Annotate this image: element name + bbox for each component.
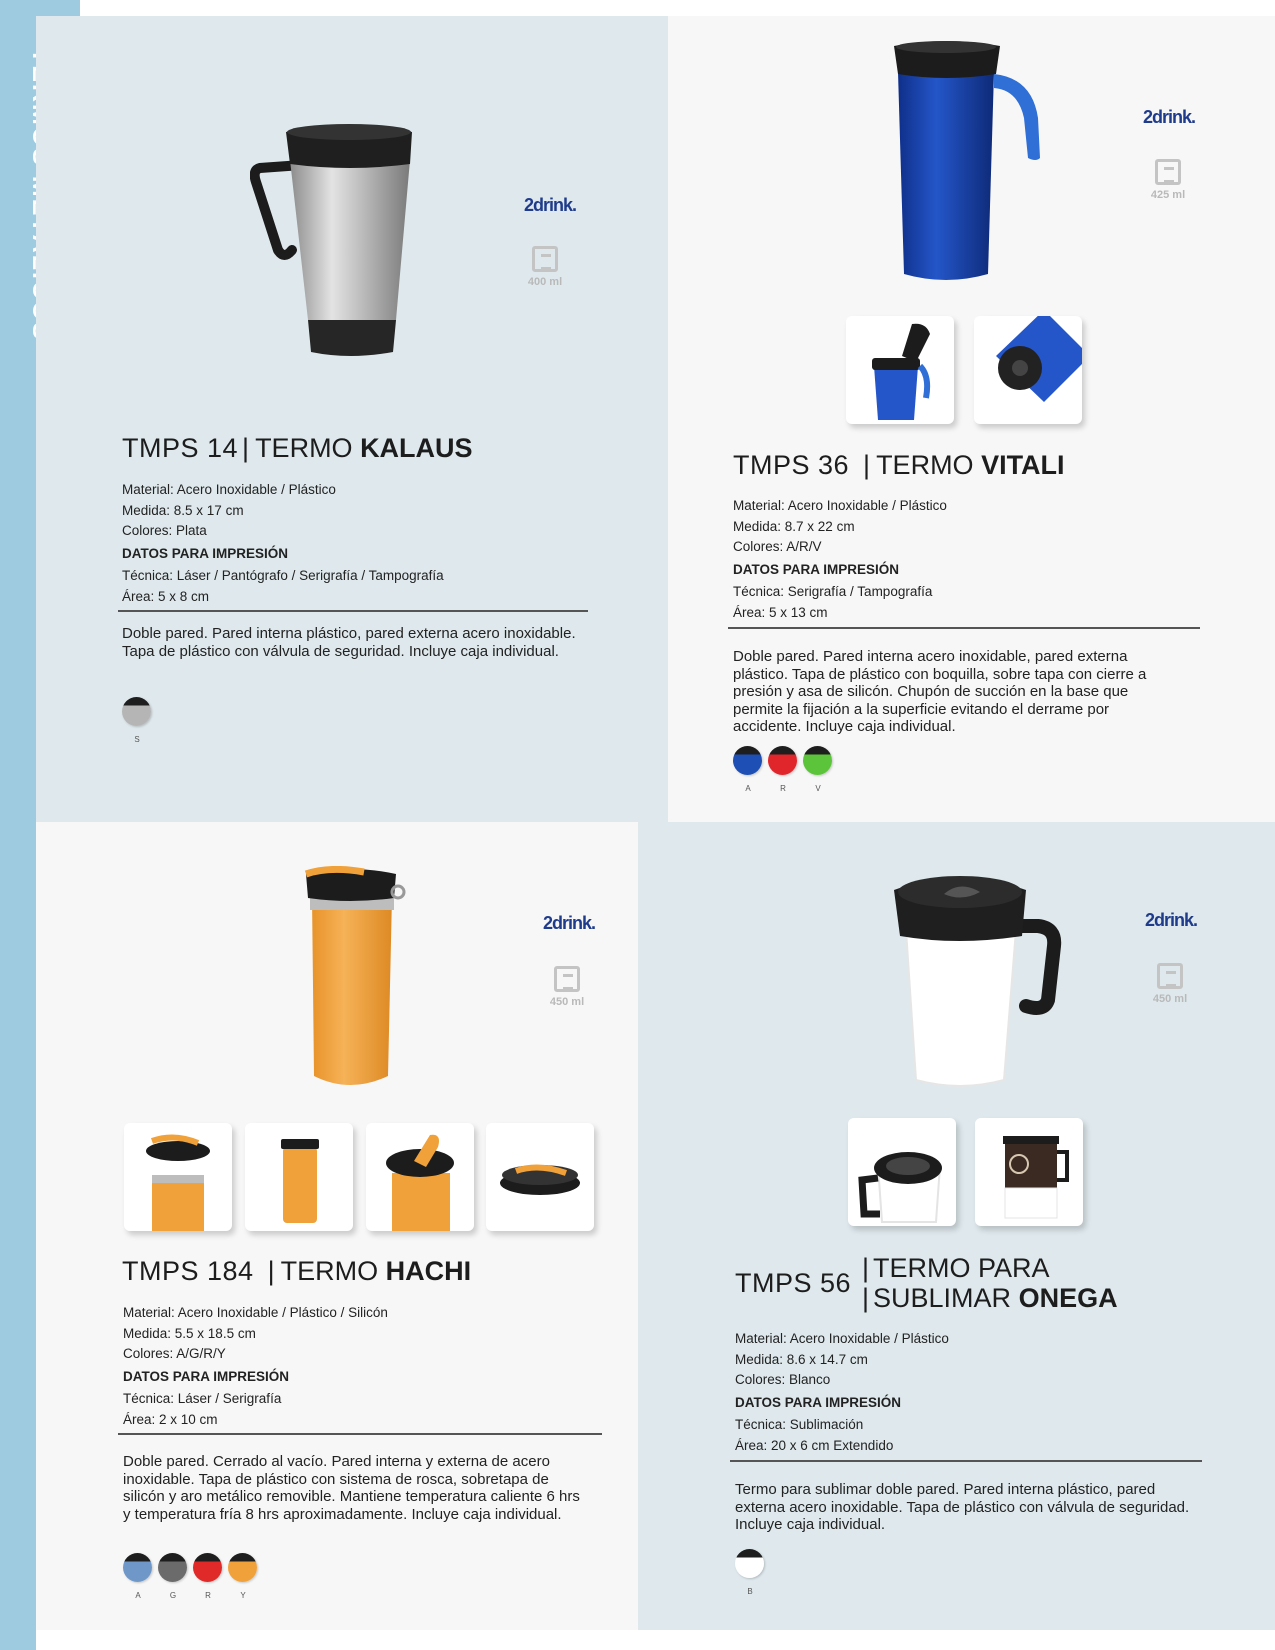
spec-material: Material: Acero Inoxidable / Plástico	[735, 1331, 949, 1346]
spec-colors: Colores: A/R/V	[733, 539, 822, 555]
capacity-value: 425 ml	[1150, 189, 1186, 201]
spec-size: Medida: 8.6 x 14.7 cm	[735, 1351, 868, 1367]
capacity-badge	[537, 966, 597, 1008]
product-description: Doble pared. Cerrado al vacío. Pared interna y externa de acero inoxidable. Tapa de plástico con sistema de rosca, sobretapa de silicón y aro metálico removible. Mantiene temperatura caliente 6 hrs y temperatura fría 8 hrs aproximadamente. Incluye caja individual.	[123, 1453, 580, 1523]
color-swatch	[768, 746, 798, 793]
spec-technique: Técnica: Láser / Serigrafía	[123, 1391, 282, 1407]
product-code: TMPS 36	[733, 450, 850, 480]
color-swatches	[733, 746, 833, 793]
color-swatch	[735, 1549, 765, 1596]
product-name: ONEGA	[1018, 1283, 1118, 1313]
color-swatch	[733, 746, 763, 793]
brand-logo	[543, 913, 595, 934]
product-thumbnail	[846, 316, 954, 424]
brand-text: 2drink.	[524, 195, 577, 215]
spec-area: Área: 20 x 6 cm Extendido	[735, 1437, 894, 1453]
product-code: TMPS 184	[122, 1256, 254, 1286]
color-swatch-code: A	[745, 784, 751, 793]
color-swatch-dot	[122, 697, 151, 726]
product-name-line-2: | SUBLIMAR ONEGA	[862, 1283, 1118, 1313]
color-swatch-dot	[193, 1553, 222, 1582]
capacity-value: 400 ml	[527, 276, 563, 288]
brand-text: 2drink.	[543, 913, 596, 933]
divider	[118, 610, 588, 612]
product-specs	[733, 496, 947, 624]
print-data-heading: DATOS PARA IMPRESIÓN	[122, 545, 289, 561]
product-name-line-1: | TERMO PARA	[862, 1253, 1050, 1283]
color-swatches	[122, 697, 152, 744]
color-swatch-code: Y	[240, 1591, 246, 1600]
print-data-heading: DATOS PARA IMPRESIÓN	[123, 1368, 290, 1384]
product-name-prefix: TERMO	[255, 433, 361, 463]
color-swatch	[193, 1553, 223, 1600]
spec-technique: Técnica: Sublimación	[735, 1417, 864, 1433]
color-swatch-dot	[158, 1553, 187, 1582]
color-swatch-dot	[768, 746, 797, 775]
product-specs	[123, 1303, 388, 1431]
brand-logo	[1145, 910, 1197, 931]
spec-material: Material: Acero Inoxidable / Plástico	[733, 498, 947, 513]
color-swatch-dot	[803, 746, 832, 775]
product-thumbnail	[245, 1123, 353, 1231]
product-thumbnail	[848, 1118, 956, 1226]
spec-technique: Técnica: Serigrafía / Tampografía	[733, 584, 933, 600]
product-title	[735, 1268, 851, 1299]
product-thumbnail	[974, 316, 1082, 424]
divider	[728, 627, 1200, 629]
product-name-prefix: TERMO	[876, 450, 982, 480]
color-swatch-dot	[123, 1553, 152, 1582]
product-description: Doble pared. Pared interna acero inoxidable, pared externa plástico. Tapa de plástico con boquilla, sobre tapa con cierre a presión y asa de silicón. Chupón de succión en la base que permite la fijación a la superficie evitando el derrame por accidente. Incluye caja individual.	[733, 648, 1147, 735]
divider	[118, 1433, 602, 1435]
capacity-icon	[1157, 963, 1183, 989]
spec-technique: Técnica: Láser / Pantógrafo / Serigrafía / Tampografía	[122, 568, 444, 584]
spec-colors: Colores: Blanco	[735, 1372, 831, 1388]
spec-size: Medida: 8.7 x 22 cm	[733, 518, 855, 534]
product-name-prefix: TERMO PARA	[873, 1253, 1050, 1283]
capacity-value: 450 ml	[1152, 993, 1188, 1005]
product-title: TMPS 184 | TERMO HACHI	[122, 1256, 472, 1286]
product-name: VITALI	[981, 450, 1065, 480]
product-title: TMPS 14 | TERMO KALAUS	[122, 433, 473, 463]
color-swatch	[803, 746, 833, 793]
spec-material: Material: Acero Inoxidable / Plástico / Silicón	[123, 1305, 388, 1320]
spec-colors: Colores: A/G/R/Y	[123, 1346, 226, 1362]
color-swatch-dot	[733, 746, 762, 775]
color-swatch-code: B	[747, 1587, 753, 1596]
product-code: TMPS 56	[735, 1268, 852, 1298]
capacity-badge	[1140, 963, 1200, 1005]
spec-colors: Colores: Plata	[122, 523, 207, 539]
product-title: TMPS 36 | TERMO VITALI	[733, 450, 1065, 480]
color-swatch-code: V	[815, 784, 821, 793]
brand-text: 2drink.	[1145, 910, 1198, 930]
product-thumbnail	[124, 1123, 232, 1231]
capacity-icon	[1155, 159, 1181, 185]
color-swatch	[228, 1553, 258, 1600]
product-specs	[735, 1329, 949, 1457]
product-name: HACHI	[385, 1256, 472, 1286]
color-swatches	[735, 1549, 765, 1596]
product-name-block	[862, 1253, 1118, 1313]
color-swatches	[123, 1553, 258, 1600]
spec-material: Material: Acero Inoxidable / Plástico	[122, 482, 336, 497]
product-thumbnail	[486, 1123, 594, 1231]
color-swatch-code: S	[134, 735, 140, 744]
capacity-badge	[515, 246, 575, 288]
product-thumbnail	[975, 1118, 1083, 1226]
product-name: KALAUS	[360, 433, 473, 463]
spec-size: Medida: 5.5 x 18.5 cm	[123, 1325, 256, 1341]
brand-text: 2drink.	[1143, 107, 1196, 127]
capacity-icon	[554, 966, 580, 992]
product-code: TMPS 14	[122, 433, 239, 463]
capacity-value: 450 ml	[549, 996, 585, 1008]
capacity-badge	[1138, 159, 1198, 201]
spec-area: Área: 2 x 10 cm	[123, 1411, 218, 1427]
color-swatch	[123, 1553, 153, 1600]
color-swatch-code: R	[205, 1591, 211, 1600]
brand-logo	[1143, 107, 1195, 128]
product-photo-onega	[888, 866, 1063, 1091]
print-data-heading: DATOS PARA IMPRESIÓN	[735, 1394, 902, 1410]
product-name-prefix: TERMO	[280, 1256, 386, 1286]
color-swatch-dot	[228, 1553, 257, 1582]
print-data-heading: DATOS PARA IMPRESIÓN	[733, 561, 900, 577]
color-swatch-code: R	[780, 784, 786, 793]
product-photo-vitali	[890, 38, 1050, 288]
color-swatch	[158, 1553, 188, 1600]
color-swatch	[122, 697, 152, 744]
spec-size: Medida: 8.5 x 17 cm	[122, 502, 244, 518]
capacity-icon	[532, 246, 558, 272]
color-swatch-code: G	[169, 1591, 177, 1600]
product-description: Doble pared. Pared interna plástico, pared externa acero inoxidable. Tapa de plástico con válvula de seguridad. Incluye caja individual.	[122, 625, 576, 660]
spec-area: Área: 5 x 13 cm	[733, 604, 828, 620]
product-name-prefix-2: SUBLIMAR	[873, 1283, 1019, 1313]
product-thumbnail	[366, 1123, 474, 1231]
color-swatch-code: A	[135, 1591, 141, 1600]
brand-logo	[524, 195, 576, 216]
divider	[730, 1460, 1202, 1462]
spec-area: Área: 5 x 8 cm	[122, 588, 210, 604]
product-photo-hachi	[300, 866, 410, 1091]
product-specs	[122, 480, 444, 608]
product-description: Termo para sublimar doble pared. Pared interna plástico, pared externa acero inoxidable. Tapa de plástico con válvula de seguridad. Incluye caja individual.	[735, 1481, 1190, 1533]
product-photo-kalaus	[250, 120, 415, 360]
color-swatch-dot	[735, 1549, 764, 1578]
